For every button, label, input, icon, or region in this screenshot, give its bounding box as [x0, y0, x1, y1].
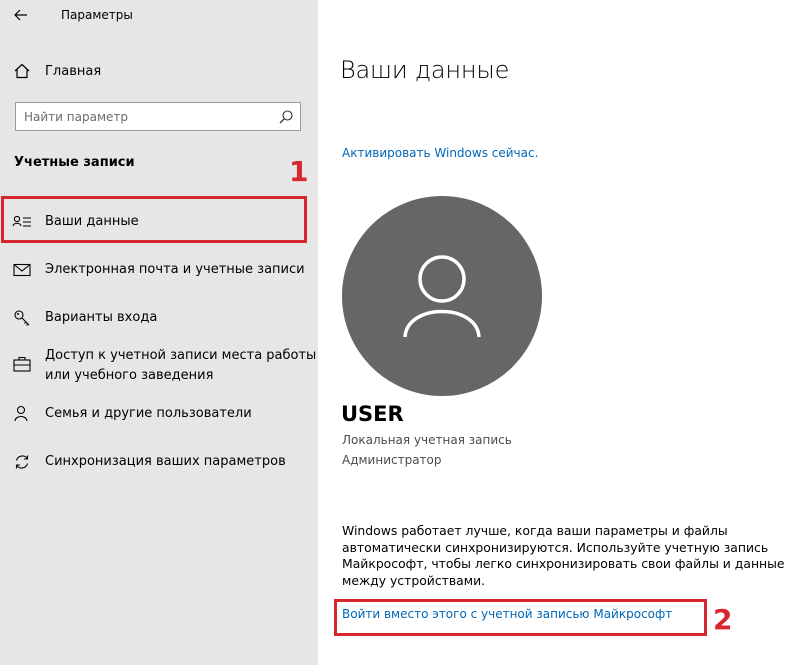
main-content	[318, 0, 803, 665]
title-bar	[0, 0, 318, 32]
info-line: Майкрософт, чтобы легко синхронизировать свои файлы и данные	[342, 556, 785, 572]
nav-home-label: Главная	[45, 63, 102, 79]
briefcase-icon	[12, 354, 32, 374]
sync-info-text	[342, 523, 792, 590]
sidebar-item-your-info[interactable]	[0, 202, 318, 242]
person-card-icon	[12, 212, 32, 232]
page-title: Ваши данные	[340, 56, 510, 84]
window-title: Параметры	[61, 8, 133, 22]
sidebar-item-sign-in-options[interactable]	[0, 298, 318, 338]
user-name: USER	[341, 402, 404, 426]
search-input[interactable]	[24, 103, 274, 130]
home-icon	[12, 61, 32, 81]
annotation-marker-1: 1	[289, 155, 309, 188]
account-type: Локальная учетная запись	[342, 433, 512, 447]
search-box[interactable]	[15, 102, 301, 131]
sync-icon	[12, 452, 32, 472]
back-button[interactable]	[8, 2, 34, 28]
back-arrow-icon	[14, 9, 28, 21]
sidebar-item-work-school[interactable]	[0, 340, 318, 388]
sidebar-item-label: Варианты входа	[45, 310, 158, 325]
mail-icon	[12, 260, 32, 280]
sidebar-item-label	[45, 346, 316, 386]
info-line: Windows работает лучше, когда ваши параметры и файлы	[342, 523, 728, 538]
sidebar-item-email[interactable]	[0, 250, 318, 290]
avatar	[342, 196, 542, 396]
sidebar	[0, 0, 318, 665]
sidebar-item-label-line2: или учебного заведения	[45, 368, 214, 383]
info-line: автоматически синхронизируются. Используйте учетную запись	[342, 539, 769, 555]
account-role: Администратор	[342, 453, 442, 467]
sidebar-item-sync[interactable]	[0, 442, 318, 482]
sidebar-item-family[interactable]	[0, 394, 318, 434]
sidebar-item-label-line1: Доступ к учетной записи места работы	[45, 348, 317, 363]
user-icon	[397, 251, 487, 341]
person-add-icon	[12, 404, 32, 424]
annotation-marker-2: 2	[713, 603, 733, 636]
sidebar-item-label: Ваши данные	[45, 214, 139, 229]
sidebar-item-label: Семья и другие пользователи	[45, 406, 252, 421]
section-title: Учетные записи	[14, 155, 135, 170]
search-icon[interactable]	[278, 109, 294, 125]
info-line: между устройствами.	[342, 573, 486, 589]
nav-home[interactable]	[0, 56, 318, 86]
microsoft-signin-link[interactable]: Войти вместо этого с учетной записью Майкрософт	[342, 607, 673, 621]
key-icon	[12, 308, 32, 328]
activate-windows-link[interactable]: Активировать Windows сейчас.	[342, 146, 539, 160]
sidebar-item-label: Синхронизация ваших параметров	[45, 454, 286, 469]
sidebar-item-label: Электронная почта и учетные записи	[45, 262, 305, 277]
